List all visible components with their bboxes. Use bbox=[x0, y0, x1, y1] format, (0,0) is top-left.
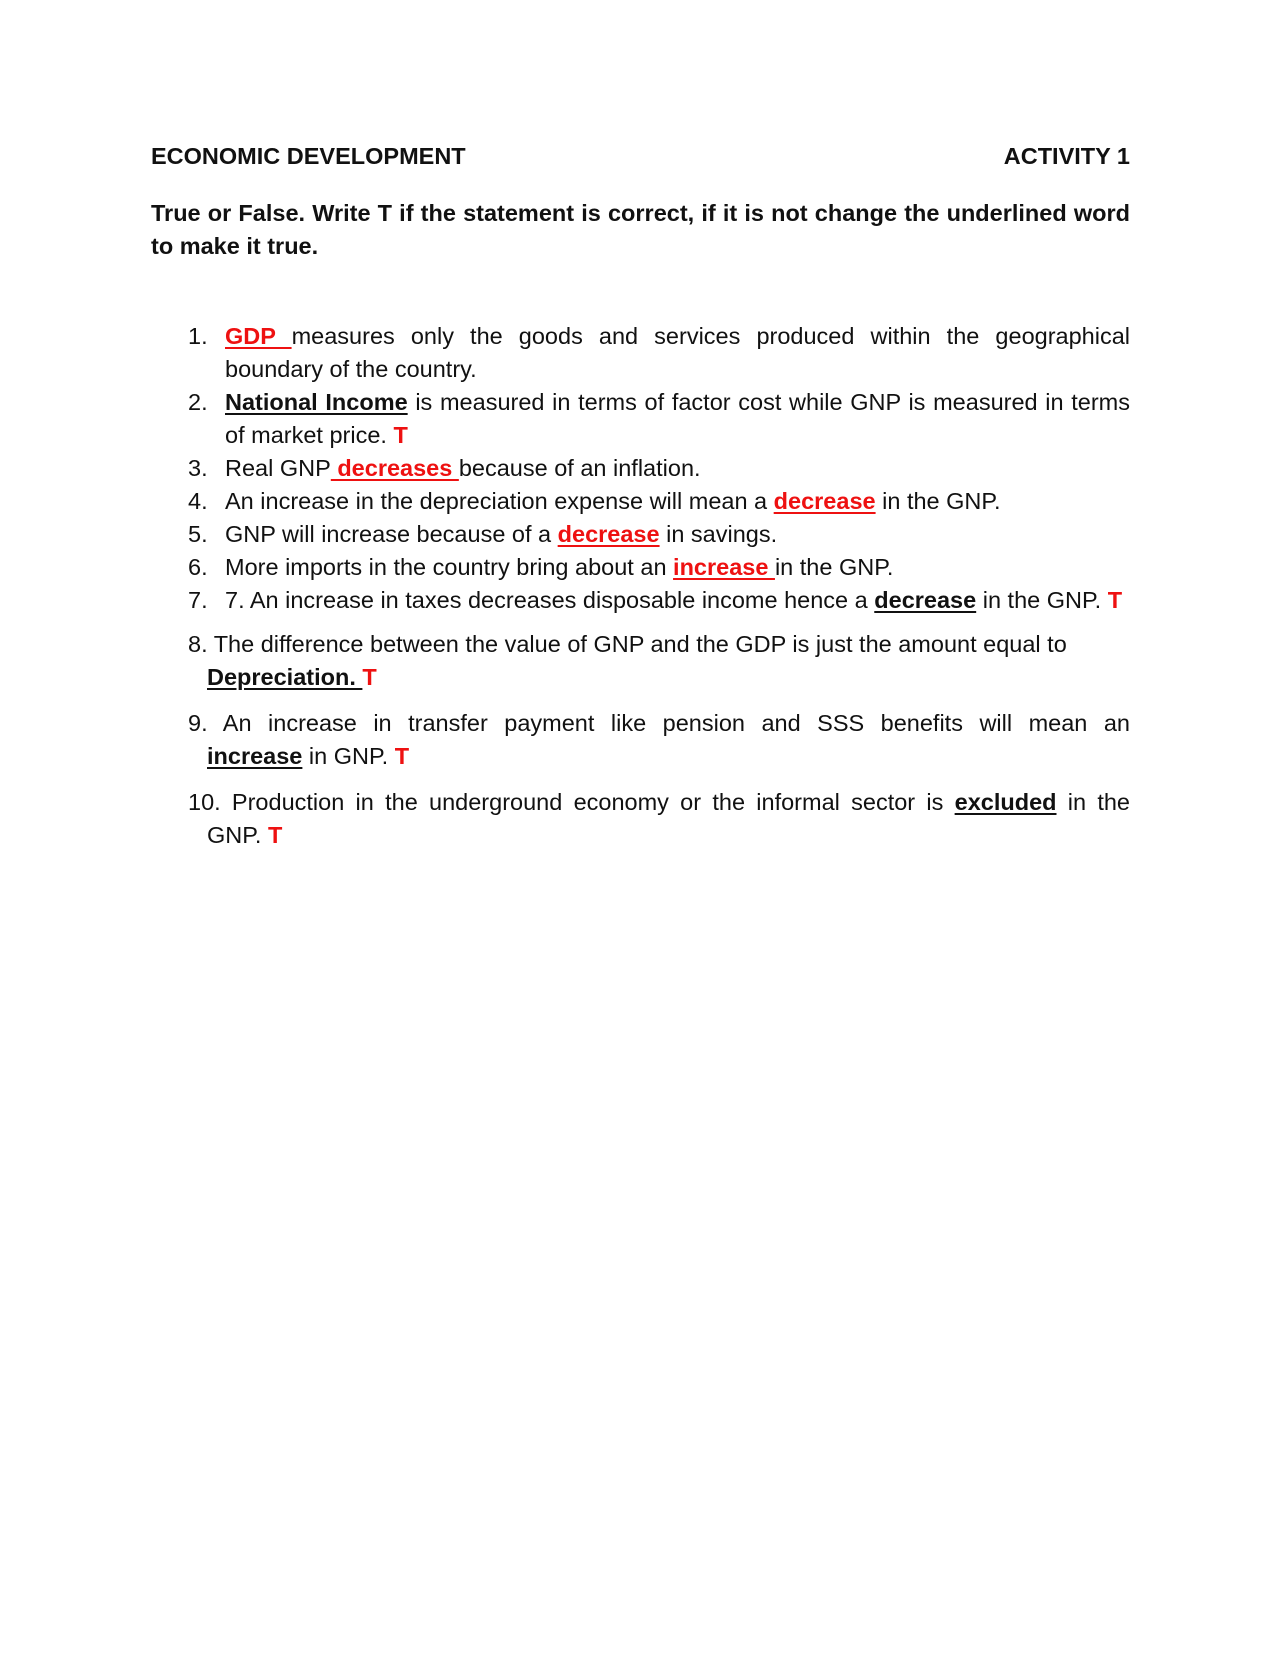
underlined-word: excluded bbox=[954, 789, 1057, 815]
question-4 bbox=[151, 485, 1130, 518]
question-10 bbox=[188, 786, 1130, 852]
underlined-word: decrease bbox=[773, 488, 876, 514]
question-text: 7. An increase in taxes decreases disposable income hence a bbox=[225, 587, 875, 613]
underlined-word: increase bbox=[207, 743, 303, 769]
question-text: An increase in the depreciation expense will mean a bbox=[225, 488, 774, 514]
question-9 bbox=[188, 707, 1130, 773]
question-number: 3. bbox=[188, 455, 208, 481]
answer-mark: T bbox=[1107, 587, 1123, 613]
question-text: in the GNP. bbox=[774, 554, 894, 580]
underlined-word: Depreciation. bbox=[207, 664, 363, 690]
question-text: is measured in terms of factor cost while GNP is measured in terms of market price. bbox=[225, 389, 1130, 448]
question-9-second-line bbox=[188, 740, 1130, 773]
underlined-word: increase bbox=[673, 554, 775, 580]
underlined-word: decreases bbox=[330, 455, 459, 481]
question-text: 8. The difference between the value of GNP and the GDP is just the amount equal to bbox=[188, 631, 1067, 657]
question-7 bbox=[151, 584, 1130, 617]
instructions: True or False. Write T if the statement is correct, if it is not change the underlined word to make it true. bbox=[151, 200, 1130, 259]
question-text: GNP. bbox=[207, 822, 268, 848]
question-number: 2. bbox=[188, 389, 208, 415]
underlined-word: decrease bbox=[874, 587, 977, 613]
question-8-second-line bbox=[188, 661, 1130, 694]
activity-label: ACTIVITY 1 bbox=[1003, 143, 1130, 169]
worksheet-page bbox=[151, 140, 1130, 852]
question-6 bbox=[151, 551, 1130, 584]
question-number: 1. bbox=[188, 323, 208, 349]
question-text: 10. Production in the underground economy or the informal sector is bbox=[188, 789, 955, 815]
answer-mark: T bbox=[394, 743, 410, 769]
question-text: 9. An increase in transfer payment like pension and SSS benefits will mean an bbox=[188, 710, 1130, 736]
question-text: GNP will increase because of a bbox=[225, 521, 558, 547]
question-2 bbox=[151, 386, 1130, 452]
underlined-word: decrease bbox=[557, 521, 660, 547]
underlined-word: GDP bbox=[225, 323, 292, 349]
question-10-first-line bbox=[188, 786, 1130, 819]
question-text: in savings. bbox=[659, 521, 778, 547]
question-text: Real GNP bbox=[225, 455, 331, 481]
question-text: in the GNP. bbox=[976, 587, 1108, 613]
question-number: 4. bbox=[188, 488, 208, 514]
question-text: in the GNP. bbox=[875, 488, 1001, 514]
answer-mark: T bbox=[362, 664, 377, 690]
answer-mark: T bbox=[267, 822, 283, 848]
worksheet-header bbox=[151, 140, 1130, 173]
answer-mark: T bbox=[393, 422, 408, 448]
worksheet-title: ECONOMIC DEVELOPMENT bbox=[151, 143, 466, 169]
question-list bbox=[151, 320, 1130, 617]
question-8 bbox=[188, 628, 1130, 694]
question-text: measures only the goods and services produced within the geographical boundary of the country. bbox=[225, 323, 1131, 382]
question-5 bbox=[151, 518, 1130, 551]
question-number: 5. bbox=[188, 521, 208, 547]
question-text: More imports in the country bring about an bbox=[225, 554, 674, 580]
question-number: 7. bbox=[188, 587, 208, 613]
question-3 bbox=[151, 452, 1130, 485]
question-text: in GNP. bbox=[302, 743, 395, 769]
question-10-second-line bbox=[188, 819, 1130, 852]
underlined-word: National Income bbox=[225, 389, 408, 415]
question-text: because of an inflation. bbox=[458, 455, 701, 481]
question-number: 6. bbox=[188, 554, 208, 580]
question-text: in the bbox=[1056, 789, 1130, 815]
question-1 bbox=[151, 320, 1130, 386]
